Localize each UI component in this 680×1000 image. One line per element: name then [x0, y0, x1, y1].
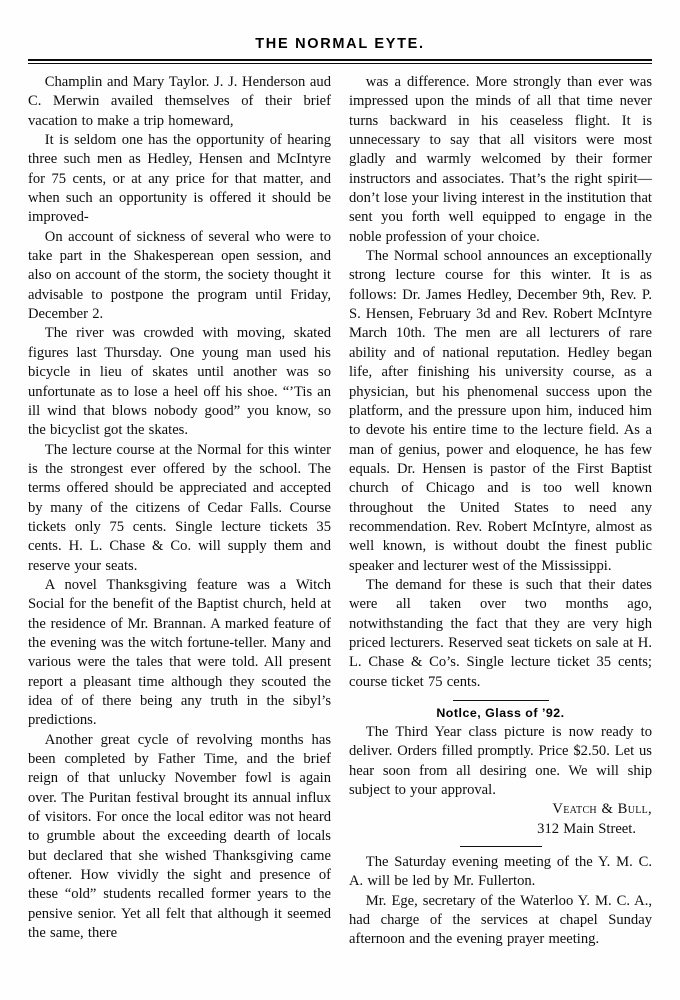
paragraph: The lecture course at the Normal for this winter is the strongest ever offered by the school. The terms offered should be appreciated and accepted by many of the citizens of Cedar Falls. Course tickets only 75 cents. Single lecture tickets 35 cents. H. L. Chase & Co. will supply them and reserve your seats.	[28, 441, 331, 574]
notice-signature: Veatch & Bull,	[552, 801, 652, 818]
paragraph: The demand for these is such that their dates were all taken over two months ago, notwithstanding the fact that they are very high priced lecturers. Reserved seat tickets on sale at H. L. Chase & Co’s. Single lecture ticket 35 cents; course ticket 75 cents.	[349, 576, 652, 690]
paragraph: The Normal school announces an exceptionally strong lecture course for this winter. It is as follows: Dr. James Hedley, December 9th, Rev. P. S. Hensen, February 3d and Rev. Robert McIntyre March 10th. The men are all lecturers of rare ability and of national reputation. Hedley began life, after finishing his university course, as a physician, but his phenomenal success upon the platform, and the pressure upon him, induced him to devote his entire time to the lecture field. As a man of genius, power and eloquence, he has few equals. Dr. Hensen is pastor of the First Baptist church of Chicago and is too well known throughout the United States to need any recommendation. Rev. Robert McIntyre, almost as well known, is without doubt the finest public speaker and lecturer west of the Mississippi.	[349, 248, 652, 574]
paragraph: Champlin and Mary Taylor. J. J. Henderson aud C. Merwin availed themselves of their brief vacation to make a trip homeward,	[28, 74, 331, 129]
masthead-divider	[28, 59, 652, 64]
paragraph: Mr. Ege, secretary of the Waterloo Y. M. C. A., had charge of the services at chapel Sunday afternoon and the evening prayer meeting.	[349, 892, 652, 948]
notice-address: 312 Main Street.	[537, 820, 636, 837]
paragraph: The river was crowded with moving, skated figures last Thursday. One young man used his bicycle in lieu of skates until another was so unfortunate as to lose a heel off his shoe. “’Tis an ill wind that blows nobody good” you know, so the bicyclist got the skates.	[28, 325, 331, 439]
paragraph: A novel Thanksgiving feature was a Witch Social for the benefit of the Baptist church, held at the residence of Mr. Brannan. A marked feature of the evening was the witch fortune-teller. Many and various were the tales that were told. All present report a pleasant time although they scouted the idea of of there being any truth in the sibyl’s predictions.	[28, 576, 331, 729]
paragraph: On account of sickness of several who were to take part in the Shakesperean open session, and also on account of the storm, the society thought it advisable to postpone the program until Friday, December 2.	[28, 228, 331, 323]
two-column-body	[28, 73, 652, 950]
notice-divider-top	[453, 700, 549, 701]
notice-heading: Notlce, Glass of ’92.	[436, 706, 565, 720]
notice-signature-block	[349, 800, 652, 839]
paragraph: The Saturday evening meeting of the Y. M. C. A. will be led by Mr. Fullerton.	[349, 854, 652, 890]
paragraph: was a difference. More strongly than ever was impressed upon the minds of all that time never turns backward in his ceaseless flight. It is unnecessary to say that all visitors were most gladly and warmly welcomed by their former instructors and associates. That’s the right spirit—don’t lose your living interest in the institution that sent you forth well equipped to engage in the noble profession of your choice.	[349, 74, 652, 245]
paragraph: It is seldom one has the opportunity of hearing three such men as Hedley, Hensen and McIntyre for 75 cents, or at any price for that matter, and when such an opportunity is offered it should be improved-	[28, 132, 331, 226]
notice-divider-bottom	[460, 846, 542, 847]
page-title: THE NORMAL EYTE.	[255, 36, 425, 52]
notice-body: The Third Year class picture is now ready to deliver. Orders filled promptly. Price $2.50. Let us hear soon from all desiring one. We will ship subject to your approval.	[349, 724, 652, 799]
paragraph: Another great cycle of revolving months has been completed by Father Time, and the brief reign of that unlucky November fowl is again over. The Puritan festival brought its annual influx of visitors. For once the local editor was not heard to grumble about the exceeding dearth of locals but declared that she wished Thanksgiving came oftener. How vividly the sight and presence of these “old” students recalled former years to the pensive senior. Yet all felt that although it seemed the same, there	[28, 731, 331, 942]
left-column	[28, 73, 331, 950]
right-column	[349, 73, 652, 950]
